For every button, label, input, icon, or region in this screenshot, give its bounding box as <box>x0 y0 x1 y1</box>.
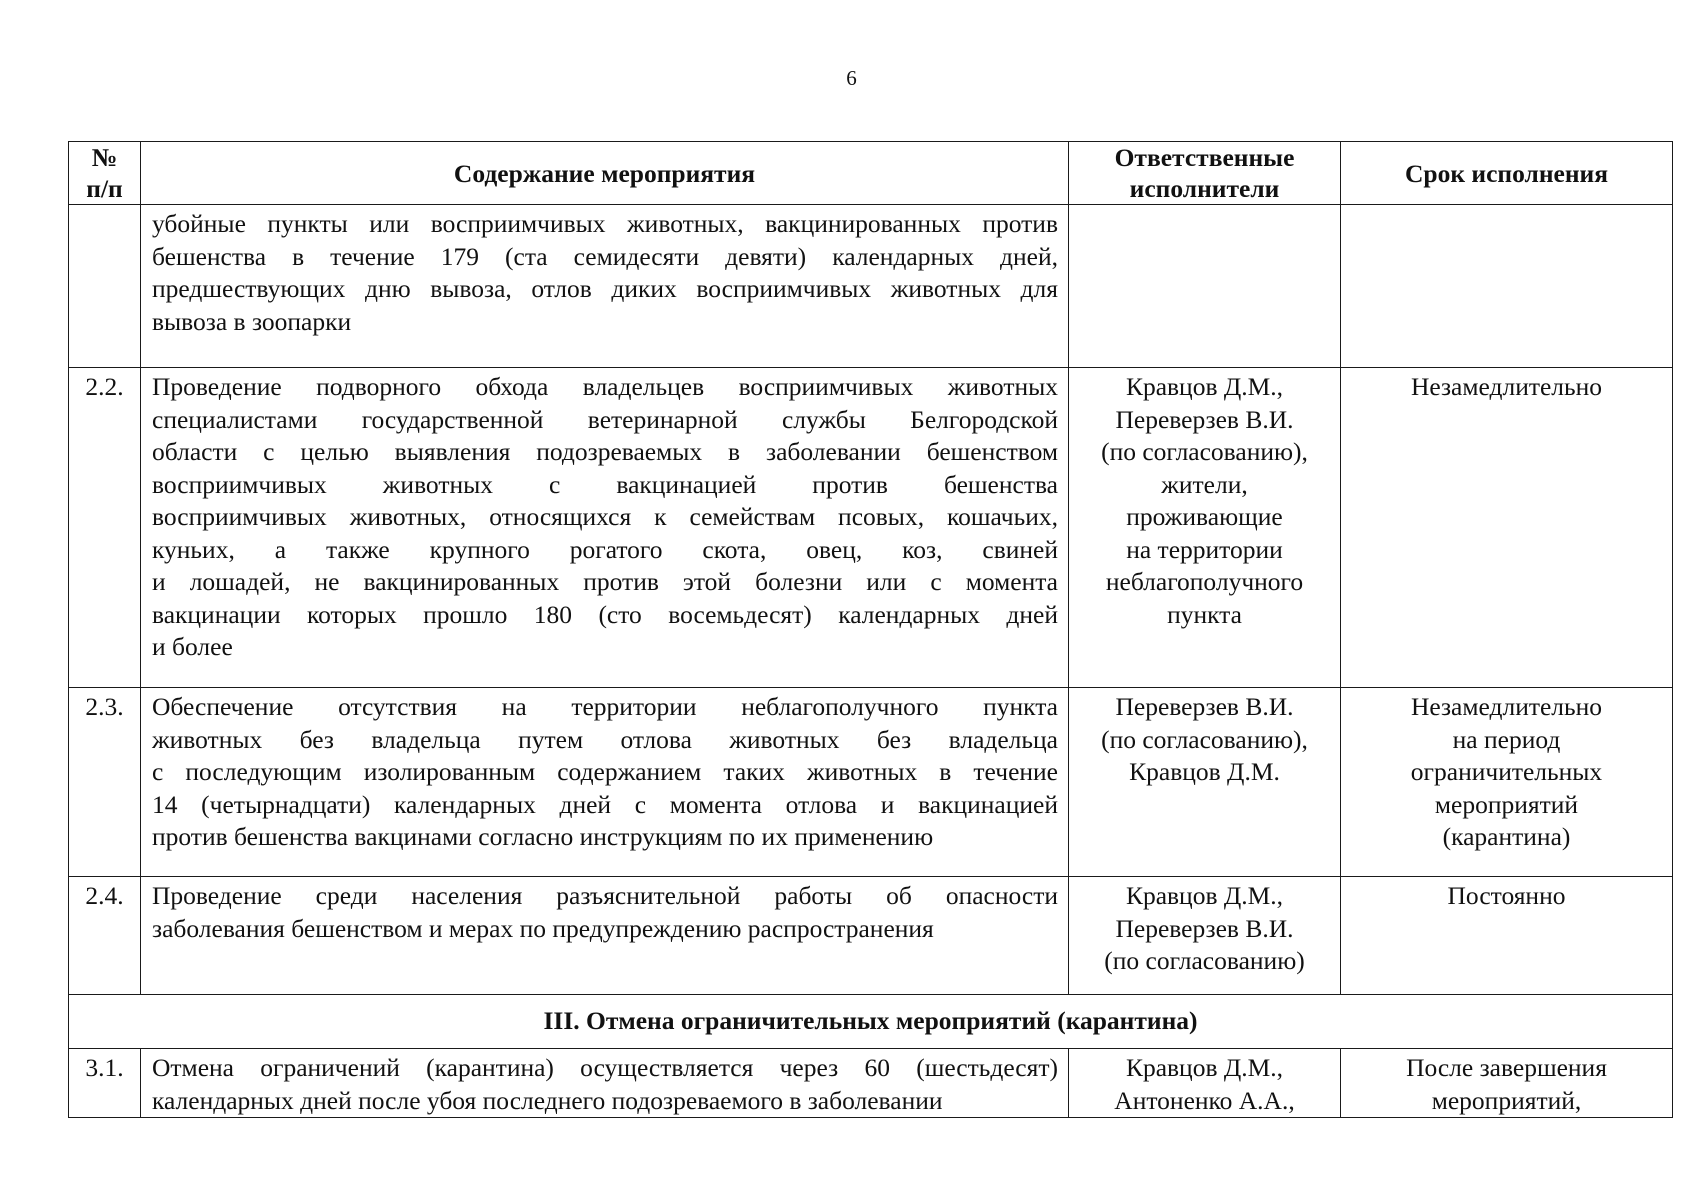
text-line: Кравцов Д.М., <box>1125 372 1284 401</box>
table-row <box>69 877 1673 995</box>
measure-content <box>141 877 1069 995</box>
text-line: Незамедлительно <box>1410 692 1603 721</box>
text-line: (по согласованию) <box>1104 946 1305 975</box>
text-line: на период <box>1452 724 1561 754</box>
responsible-persons <box>1069 205 1341 368</box>
text-line: вакцинации которых прошло 180 (сто восемьдесят) календарных дней <box>152 599 1058 629</box>
text-line: заболевания бешенством и мерах по предупреждению распространения <box>152 913 934 943</box>
text-line: Кравцов Д.М., <box>1125 1053 1284 1082</box>
table-row <box>69 368 1673 688</box>
text-line: Переверзев В.И. <box>1115 404 1294 434</box>
text-line: (по согласованию), <box>1101 724 1308 754</box>
text-line: (карантина) <box>1442 822 1571 851</box>
text-line: мероприятий <box>1434 789 1579 819</box>
text-line: Антоненко А.А., <box>1114 1085 1295 1115</box>
measure-content <box>141 688 1069 877</box>
text-line: (по согласованию), <box>1101 437 1308 466</box>
table-row <box>69 1049 1673 1118</box>
table-row <box>69 205 1673 368</box>
text-line: ограничительных <box>1410 757 1603 786</box>
text-line: жители, <box>1161 469 1248 499</box>
measure-content <box>141 1049 1069 1118</box>
text-line: Обеспечение отсутствия на территории неблагополучного пункта <box>152 692 1058 721</box>
text-line: с последующим изолированным содержанием таких животных в течение <box>152 757 1058 786</box>
text-line: вывоза в зоопарки <box>152 306 352 336</box>
page-number: 6 <box>846 66 857 90</box>
row-number <box>69 205 141 368</box>
table-header-row <box>69 142 1673 205</box>
text-line: на территории <box>1126 534 1283 564</box>
text-line: Постоянно <box>1447 881 1566 910</box>
section-title: III. Отмена ограничительных мероприятий (карантина) <box>69 995 1673 1049</box>
execution-term <box>1341 368 1673 688</box>
text-line: Проведение подворного обхода владельцев восприимчивых животных <box>152 372 1058 401</box>
text-line: После завершения <box>1406 1053 1607 1082</box>
text-line: восприимчивых животных с вакцинацией против бешенства <box>152 469 1058 499</box>
text-line: куньих, а также крупного рогатого скота, овец, коз, свиней <box>152 534 1058 564</box>
execution-term <box>1341 877 1673 995</box>
text-line: предшествующих дню вывоза, отлов диких восприимчивых животных для <box>152 274 1058 303</box>
row-number: 3.1. <box>69 1049 141 1118</box>
row-number: 2.4. <box>69 877 141 995</box>
responsible-persons <box>1069 1049 1341 1118</box>
execution-term <box>1341 1049 1673 1118</box>
text-line: против бешенства вакцинами согласно инструкциям по их применению <box>152 822 934 851</box>
header-content: Содержание мероприятия <box>141 142 1069 205</box>
text-line: восприимчивых животных, относящихся к семействам псовых, кошачьих, <box>152 502 1058 531</box>
responsible-persons <box>1069 688 1341 877</box>
text-line: и лошадей, не вакцинированных против этой болезни или с момента <box>152 567 1058 596</box>
text-line: убойные пункты или восприимчивых животных, вакцинированных против <box>152 209 1058 238</box>
text-line: животных без владельца путем отлова животных без владельца <box>152 724 1058 754</box>
text-line: проживающие <box>1126 502 1283 531</box>
text-line: и более <box>152 632 233 661</box>
text-line: неблагополучного <box>1105 567 1304 596</box>
text-line: пункта <box>1167 599 1242 629</box>
measure-content <box>141 368 1069 688</box>
text-line: Переверзев В.И. <box>1115 913 1294 943</box>
execution-term <box>1341 688 1673 877</box>
text-line: Кравцов Д.М., <box>1125 881 1284 910</box>
text-line: Отмена ограничений (карантина) осуществляется через 60 (шестьдесят) <box>152 1053 1058 1082</box>
text-line: специалистами государственной ветеринарной службы Белгородской <box>152 404 1058 434</box>
text-line: Незамедлительно <box>1410 372 1603 401</box>
section-row <box>69 995 1673 1049</box>
responsible-persons <box>1069 368 1341 688</box>
responsible-persons <box>1069 877 1341 995</box>
header-responsible: Ответственные исполнители <box>1069 142 1341 205</box>
text-line: Кравцов Д.М. <box>1129 757 1280 786</box>
header-num: № п/п <box>69 142 141 205</box>
text-line: мероприятий, <box>1431 1085 1582 1115</box>
execution-term <box>1341 205 1673 368</box>
table-row <box>69 688 1673 877</box>
text-line: области с целью выявления подозреваемых в заболевании бешенством <box>152 437 1058 466</box>
text-line: календарных дней после убоя последнего подозреваемого в заболевании <box>152 1085 943 1115</box>
text-line: бешенства в течение 179 (ста семидесяти девяти) календарных дней, <box>152 241 1058 271</box>
header-term: Срок исполнения <box>1341 142 1673 205</box>
measures-table <box>68 141 1673 1118</box>
measure-content <box>141 205 1069 368</box>
text-line: Переверзев В.И. <box>1115 692 1294 721</box>
row-number: 2.3. <box>69 688 141 877</box>
text-line: Проведение среди населения разъяснительной работы об опасности <box>152 881 1058 910</box>
row-number: 2.2. <box>69 368 141 688</box>
text-line: 14 (четырнадцати) календарных дней с момента отлова и вакцинацией <box>152 789 1058 819</box>
